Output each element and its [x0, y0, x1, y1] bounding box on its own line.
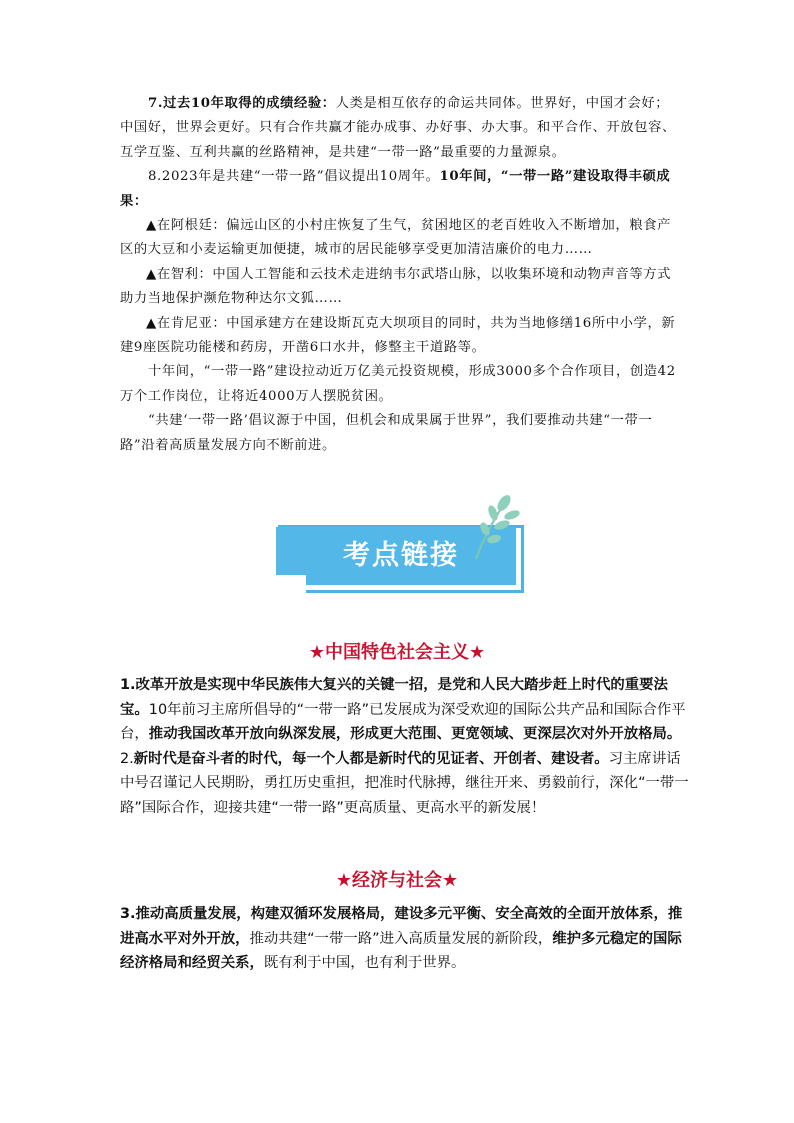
anniversary-bold: 10年间，“一带一路”建设取得丰硕成果：	[120, 169, 671, 209]
point-3-text-2: 既有利于中国，也有利于世界。	[263, 955, 466, 972]
banner-title: 考点链接	[343, 540, 459, 571]
leaf-icon	[466, 491, 526, 561]
point-2-bold: 新时代是奋斗者的时代，每一个人都是新时代的见证者、开创者、建设者。	[133, 750, 609, 767]
paragraph-argentina: ▲在阿根廷：偏远山区的小村庄恢复了生气，贫困地区的老百姓收入不断增加，粮食产区的大豆和小麦运输更加便捷，城市的居民能够享受更加清洁廉价的电力……	[120, 218, 672, 258]
article-body	[120, 92, 680, 458]
experience-text: 人类是相互依存的命运共同体。世界好，中国才会好；中国好，世界会更好。只有合作共赢才能办成事、办好事、办大事。和平合作、开放包容、互学互鉴、互利共赢的丝路精神，是共建“一带一路”最重要的力量源泉。	[120, 96, 676, 160]
point-2-num: 2.	[120, 750, 134, 767]
point-3-text: 推动共建“一带一路”进入高质量发展的新阶段，	[249, 930, 553, 947]
point-2-text: 习主席讲话中号召谨记人民期盼，勇扛历史重担，把准时代脉搏，继往开来、勇毅前行，深化“一带一路”国际合作，迎接共建“一带一路”更高质量、更高水平的新发展！	[120, 750, 689, 816]
point-3-bold-2: 维护多元稳定的国际经济格局和经贸关系，	[120, 930, 682, 972]
economy-point-3	[120, 902, 690, 976]
section-socialism	[120, 673, 690, 821]
anniversary-text: 8.2023年是共建“一带一路”倡议提出10周年。	[148, 169, 440, 185]
heading-economy: ★经济与社会★	[335, 870, 459, 891]
point-3-bold: 3.推动高质量发展，构建双循环发展格局，建设多元平衡、安全高效的全面开放体系，推进高水平对外开放，	[120, 906, 683, 947]
paragraph-anniversary	[120, 165, 680, 214]
heading-socialism: ★中国特色社会主义★	[308, 642, 486, 663]
point-1-bold: 1.改革开放是实现中华民族伟大复兴的关键一招，是党和人民大踏步赶上时代的重要法宝。	[120, 677, 668, 718]
socialism-point-1	[120, 673, 690, 747]
paragraph-decade-summary: 十年间，“一带一路”建设拉动近万亿美元投资规模，形成3000多个合作项目，创造42万个工作岗位，让将近4000万人摆脱贫困。	[120, 364, 676, 404]
point-1-bold-2: 推动我国改革开放向纵深发展，形成更大范围、更宽领域、更深层次对外开放格局。	[148, 726, 682, 743]
socialism-point-2	[120, 747, 690, 821]
section-economy	[120, 902, 690, 976]
paragraph-chile: ▲在智利：中国人工智能和云技术走进纳韦尔武塔山脉，以收集环境和动物声音等方式助力当地保护濒危物种达尔文狐……	[120, 266, 672, 307]
paragraph-experience	[120, 92, 680, 165]
experience-label: 7.过去10年取得的成绩经验：	[148, 96, 336, 111]
paragraph-kenya: ▲在肯尼亚：中国承建方在建设斯瓦克大坝项目的同时，共为当地修缮16所中小学，新建9座医院功能楼和药房，开凿6口水井，修整主干道路等。	[120, 315, 676, 356]
section-banner	[266, 505, 536, 615]
point-1-text: 10年前习主席所倡导的“一带一路”已发展成为深受欢迎的国际公共产品和国际合作平台，	[120, 701, 686, 743]
paragraph-quote: “共建‘一带一路’倡议源于中国，但机会和成果属于世界”，我们要推动共建“一带一路”沿着高质量发展方向不断前进。	[120, 413, 653, 453]
